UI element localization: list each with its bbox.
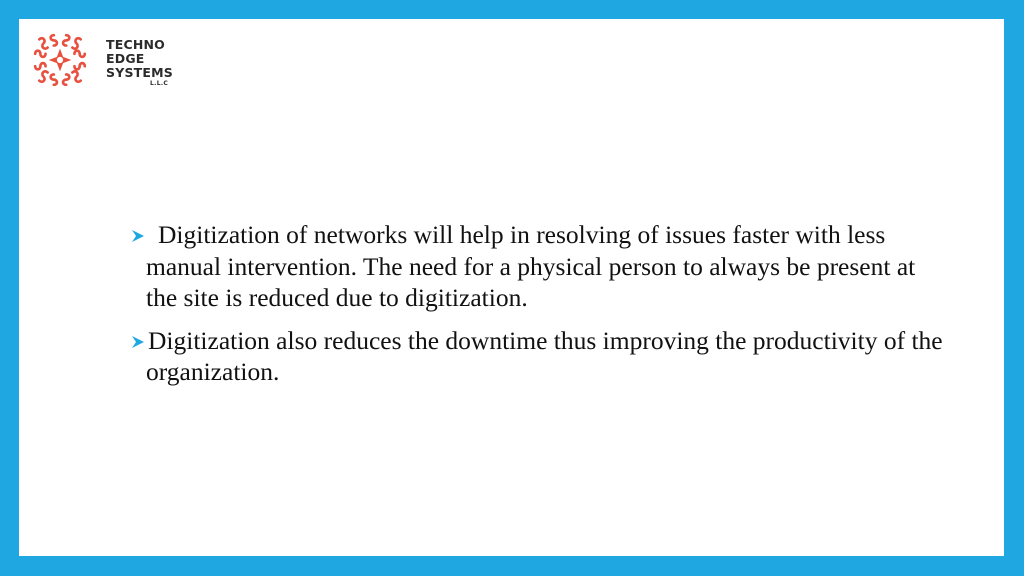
slide-canvas (19, 19, 1004, 556)
bullet-list (131, 219, 951, 399)
bullet-item (131, 219, 951, 314)
arrow-bullet-icon (131, 335, 145, 349)
company-logo (29, 29, 189, 109)
bullet-text: Digitization also reduces the downtime thus improving the productivity of the organization. (146, 325, 943, 386)
bullet-text: Digitization of networks will help in resolving of issues faster with less manual intervention. The need for a physical person to always be present at the site is reduced due to digitization. (146, 220, 916, 312)
logo-line-2: EDGE (106, 51, 145, 66)
logo-mark-icon (29, 29, 91, 91)
logo-suffix: L.L.C (150, 80, 169, 87)
logo-line-3: SYSTEMS (106, 65, 173, 80)
bullet-item (131, 325, 951, 388)
logo-line-1: TECHNO (106, 37, 165, 52)
arrow-bullet-icon (131, 229, 145, 243)
logo-wordmark (106, 38, 173, 88)
